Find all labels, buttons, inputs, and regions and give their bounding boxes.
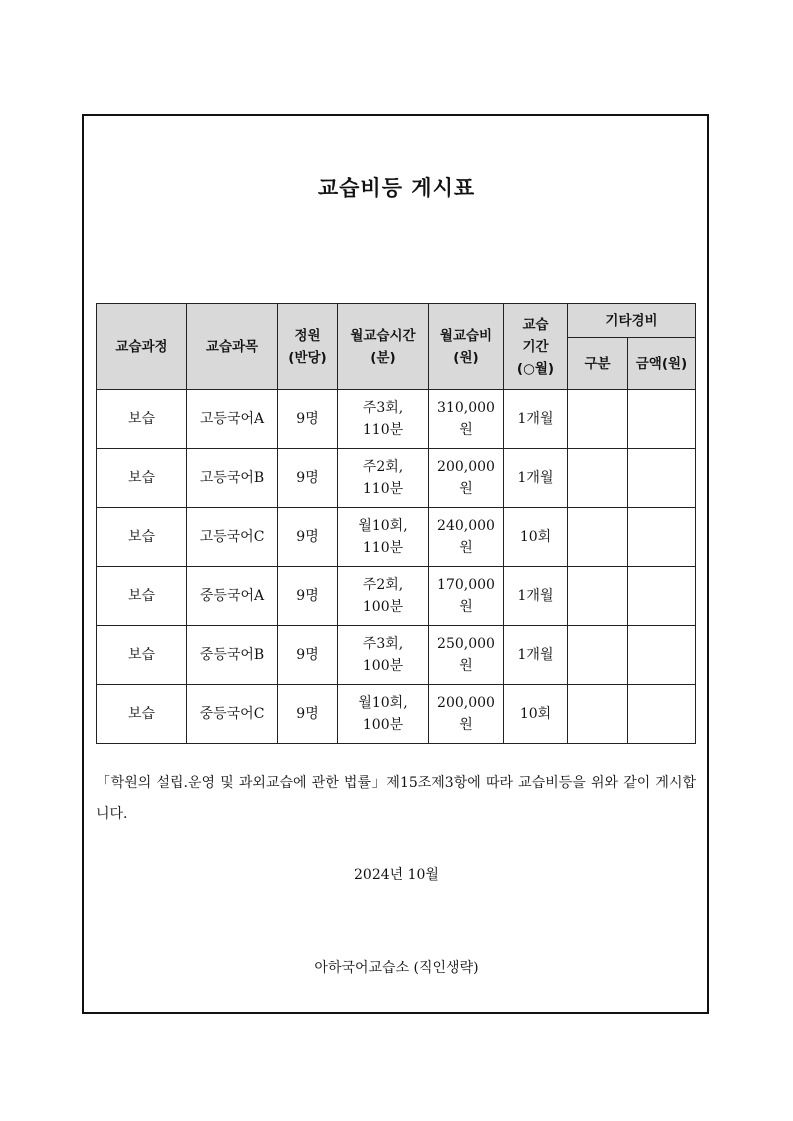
cell-category	[568, 567, 628, 626]
cell-hours	[338, 449, 429, 508]
cell-course: 보습	[97, 449, 187, 508]
table-row	[97, 685, 696, 744]
cell-course: 보습	[97, 508, 187, 567]
header-other-expenses: 기타경비	[568, 304, 696, 338]
header-monthly-fee	[429, 304, 504, 390]
cell-hours-line1: 주3회,	[362, 636, 404, 652]
cell-fee: 200,000원	[429, 449, 504, 508]
cell-hours-line1: 주3회,	[362, 400, 404, 416]
cell-amount	[628, 449, 696, 508]
header-other-amount: 금액(원)	[628, 338, 696, 390]
page-title: 교습비등 게시표	[317, 176, 476, 200]
cell-hours	[338, 508, 429, 567]
cell-hours-line2: 100분	[362, 658, 404, 674]
header-fee-line2: (원)	[453, 349, 479, 366]
header-capacity	[278, 304, 338, 390]
cell-hours	[338, 626, 429, 685]
table-row	[97, 626, 696, 685]
signer: 아하국어교습소 (직인생략)	[314, 960, 479, 976]
cell-category	[568, 685, 628, 744]
header-period-line1: 교습	[522, 316, 549, 333]
cell-subject: 중등국어C	[187, 685, 278, 744]
cell-period: 10회	[504, 685, 568, 744]
table-row	[97, 390, 696, 449]
cell-category	[568, 390, 628, 449]
header-period-line2: 기간	[522, 338, 549, 355]
header-period-line3: (○월)	[516, 360, 555, 377]
cell-category	[568, 508, 628, 567]
cell-period: 10회	[504, 508, 568, 567]
cell-category	[568, 449, 628, 508]
cell-amount	[628, 567, 696, 626]
cell-fee: 170,000원	[429, 567, 504, 626]
cell-fee: 240,000원	[429, 508, 504, 567]
cell-fee: 250,000원	[429, 626, 504, 685]
header-fee-line1: 월교습비	[439, 327, 493, 344]
header-capacity-line2: (반당)	[288, 349, 327, 366]
cell-hours-line1: 주2회,	[362, 459, 404, 475]
table-row	[97, 508, 696, 567]
cell-subject: 중등국어B	[187, 626, 278, 685]
cell-hours	[338, 390, 429, 449]
cell-course: 보습	[97, 390, 187, 449]
cell-hours-line2: 110분	[362, 422, 404, 438]
cell-hours-line2: 100분	[362, 599, 404, 615]
cell-hours	[338, 685, 429, 744]
cell-course: 보습	[97, 567, 187, 626]
cell-subject: 고등국어C	[187, 508, 278, 567]
posting-date: 2024년 10월	[354, 867, 439, 883]
cell-subject: 중등국어A	[187, 567, 278, 626]
cell-hours-line1: 월10회,	[358, 695, 408, 711]
cell-hours-line2: 110분	[362, 481, 404, 497]
cell-category	[568, 626, 628, 685]
cell-fee: 200,000원	[429, 685, 504, 744]
cell-subject: 고등국어A	[187, 390, 278, 449]
cell-period: 1개월	[504, 567, 568, 626]
header-subject: 교습과목	[187, 304, 278, 390]
legal-notice: 「학원의 설립.운영 및 과외교습에 관한 법률」제15조제3항에 따라 교습비등을 위와 같이 게시합니다.	[96, 775, 696, 822]
cell-capacity: 9명	[278, 508, 338, 567]
cell-capacity: 9명	[278, 390, 338, 449]
cell-course: 보습	[97, 626, 187, 685]
cell-period: 1개월	[504, 626, 568, 685]
header-course: 교습과정	[97, 304, 187, 390]
table-row	[97, 567, 696, 626]
cell-capacity: 9명	[278, 626, 338, 685]
header-hours-line1: 월교습시간	[350, 327, 416, 344]
fee-table	[96, 303, 696, 744]
cell-hours-line1: 주2회,	[362, 577, 404, 593]
cell-hours-line2: 110분	[362, 540, 404, 556]
table-row	[97, 449, 696, 508]
cell-course: 보습	[97, 685, 187, 744]
cell-capacity: 9명	[278, 449, 338, 508]
cell-amount	[628, 685, 696, 744]
header-period	[504, 304, 568, 390]
cell-amount	[628, 626, 696, 685]
cell-subject: 고등국어B	[187, 449, 278, 508]
cell-period: 1개월	[504, 390, 568, 449]
cell-amount	[628, 390, 696, 449]
header-hours-line2: (분)	[370, 349, 396, 366]
cell-hours	[338, 567, 429, 626]
header-capacity-line1: 정원	[294, 327, 321, 344]
cell-fee: 310,000원	[429, 390, 504, 449]
header-other-category: 구분	[568, 338, 628, 390]
cell-capacity: 9명	[278, 567, 338, 626]
header-monthly-hours	[338, 304, 429, 390]
cell-capacity: 9명	[278, 685, 338, 744]
cell-hours-line2: 100분	[362, 717, 404, 733]
cell-period: 1개월	[504, 449, 568, 508]
cell-amount	[628, 508, 696, 567]
cell-hours-line1: 월10회,	[358, 518, 408, 534]
